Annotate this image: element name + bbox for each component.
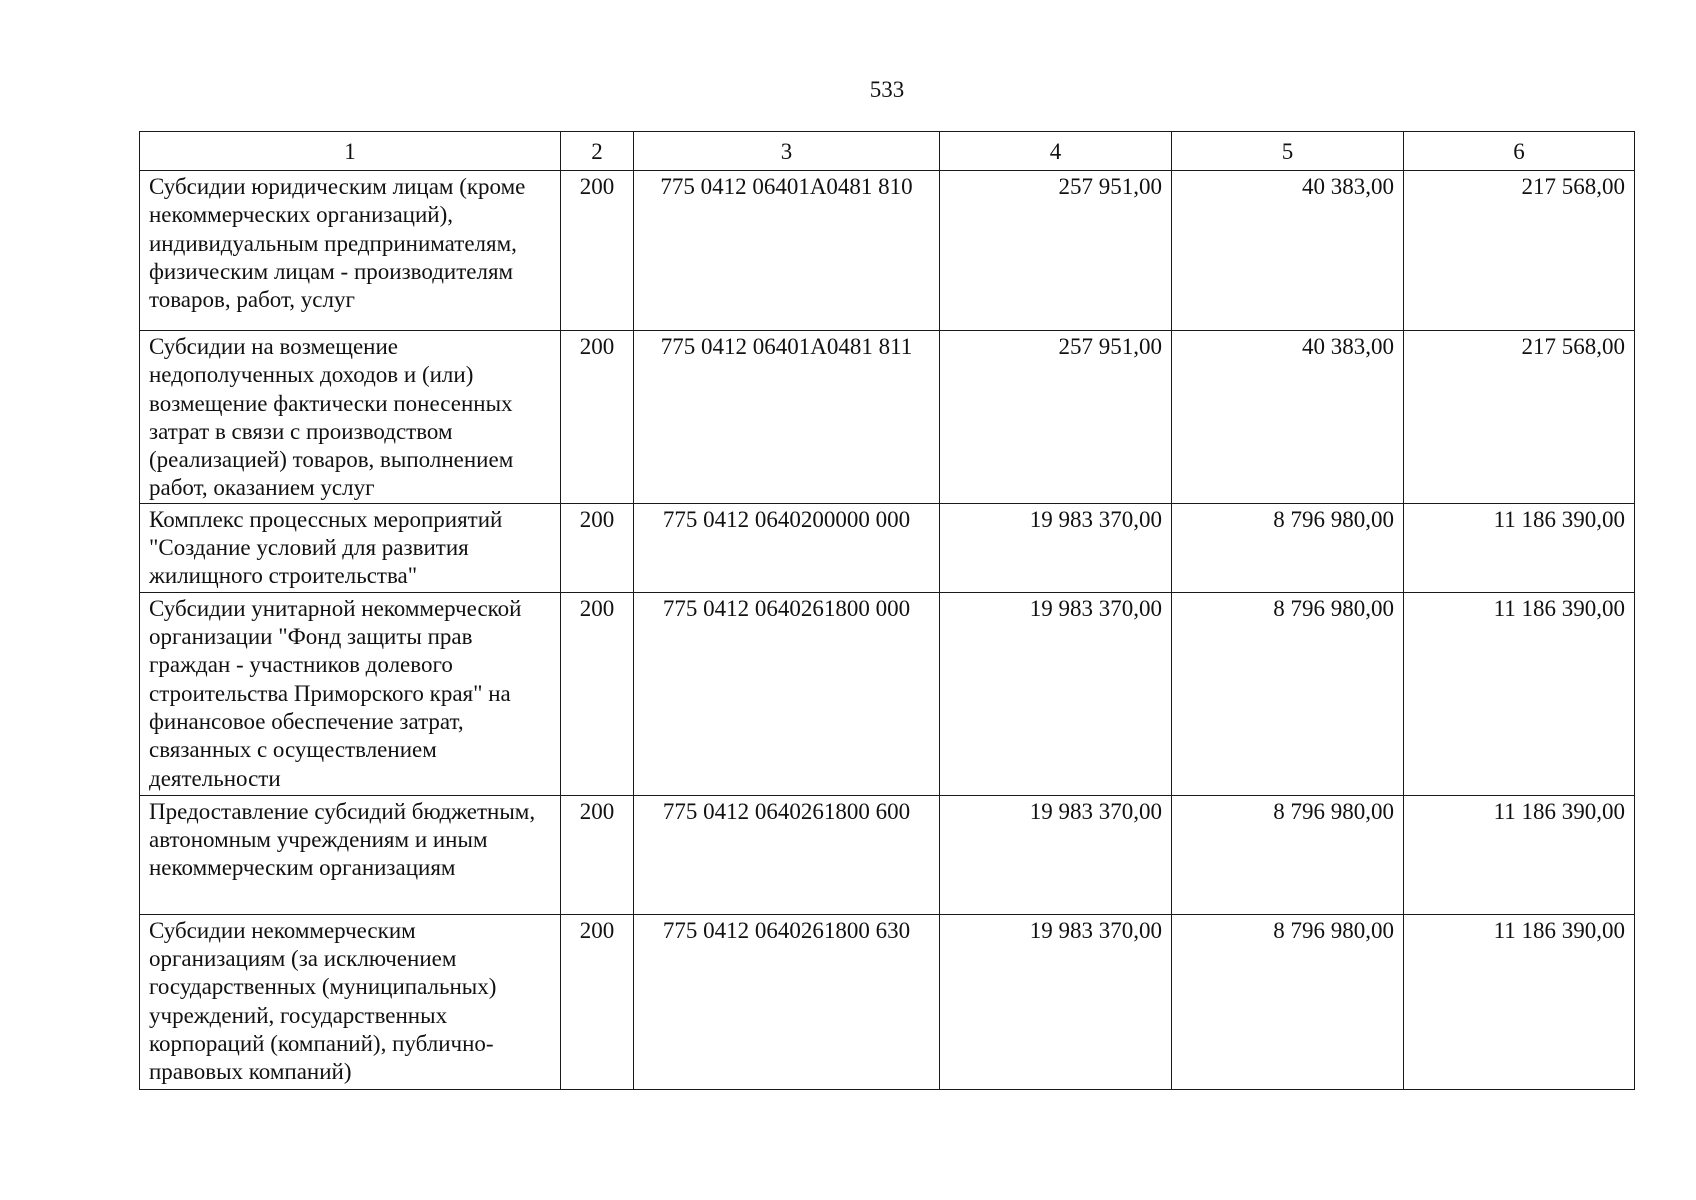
table-row xyxy=(140,914,1635,1089)
row-name-cell: Субсидии на возмещение недополученных доходов и (или) возмещение фактически понесенных затрат в связи с производством (реализацией) товаров, выполнением работ, оказанием услуг xyxy=(140,331,561,504)
header-row xyxy=(140,132,1635,171)
row-value-6-cell: 11 186 390,00 xyxy=(1404,914,1635,1089)
row-value-4-cell: 19 983 370,00 xyxy=(940,503,1172,592)
row-value-6-cell: 11 186 390,00 xyxy=(1404,795,1635,914)
row-name-cell: Субсидии унитарной некоммерческой организации "Фонд защиты прав граждан - участников долевого строительства Приморского края" на финансовое обеспечение затрат, связанных с осуществлением деятельности xyxy=(140,592,561,795)
row-value-4-cell: 257 951,00 xyxy=(940,171,1172,331)
row-value-6-cell: 217 568,00 xyxy=(1404,171,1635,331)
row-classification-cell: 775 0412 06401А0481 810 xyxy=(634,171,940,331)
row-classification-cell: 775 0412 0640261800 600 xyxy=(634,795,940,914)
row-value-5-cell: 8 796 980,00 xyxy=(1172,795,1404,914)
row-code-cell: 200 xyxy=(561,592,634,795)
row-value-6-cell: 217 568,00 xyxy=(1404,331,1635,504)
row-value-4-cell: 19 983 370,00 xyxy=(940,795,1172,914)
row-name-cell: Комплекс процессных мероприятий "Создание условий для развития жилищного строительства" xyxy=(140,503,561,592)
row-code-cell: 200 xyxy=(561,503,634,592)
row-value-6-cell: 11 186 390,00 xyxy=(1404,503,1635,592)
row-classification-cell: 775 0412 06401А0481 811 xyxy=(634,331,940,504)
table-row xyxy=(140,795,1635,914)
column-header-1: 1 xyxy=(140,132,561,171)
table-row xyxy=(140,331,1635,504)
row-value-6-cell: 11 186 390,00 xyxy=(1404,592,1635,795)
row-name-cell: Субсидии юридическим лицам (кроме некоммерческих организаций), индивидуальным предпринимателям, физическим лицам - производителям товаров, работ, услуг xyxy=(140,171,561,331)
row-classification-cell: 775 0412 0640261800 000 xyxy=(634,592,940,795)
budget-table xyxy=(139,131,1635,1090)
row-classification-cell: 775 0412 0640261800 630 xyxy=(634,914,940,1089)
row-value-5-cell: 40 383,00 xyxy=(1172,171,1404,331)
row-value-4-cell: 19 983 370,00 xyxy=(940,914,1172,1089)
column-header-6: 6 xyxy=(1404,132,1635,171)
table-row xyxy=(140,592,1635,795)
column-header-5: 5 xyxy=(1172,132,1404,171)
row-value-5-cell: 8 796 980,00 xyxy=(1172,503,1404,592)
row-value-4-cell: 19 983 370,00 xyxy=(940,592,1172,795)
column-header-3: 3 xyxy=(634,132,940,171)
column-header-2: 2 xyxy=(561,132,634,171)
row-code-cell: 200 xyxy=(561,331,634,504)
row-name-cell: Субсидии некоммерческим организациям (за исключением государственных (муниципальных) учреждений, государственных корпораций (компаний), публично-правовых компаний) xyxy=(140,914,561,1089)
row-code-cell: 200 xyxy=(561,795,634,914)
row-name-cell: Предоставление субсидий бюджетным, автономным учреждениям и иным некоммерческим организациям xyxy=(140,795,561,914)
row-classification-cell: 775 0412 0640200000 000 xyxy=(634,503,940,592)
row-value-5-cell: 8 796 980,00 xyxy=(1172,592,1404,795)
row-code-cell: 200 xyxy=(561,914,634,1089)
row-value-5-cell: 40 383,00 xyxy=(1172,331,1404,504)
column-header-4: 4 xyxy=(940,132,1172,171)
row-code-cell: 200 xyxy=(561,171,634,331)
table-row xyxy=(140,503,1635,592)
row-value-4-cell: 257 951,00 xyxy=(940,331,1172,504)
row-value-5-cell: 8 796 980,00 xyxy=(1172,914,1404,1089)
page-number: 533 xyxy=(869,77,905,102)
table-row xyxy=(140,171,1635,331)
